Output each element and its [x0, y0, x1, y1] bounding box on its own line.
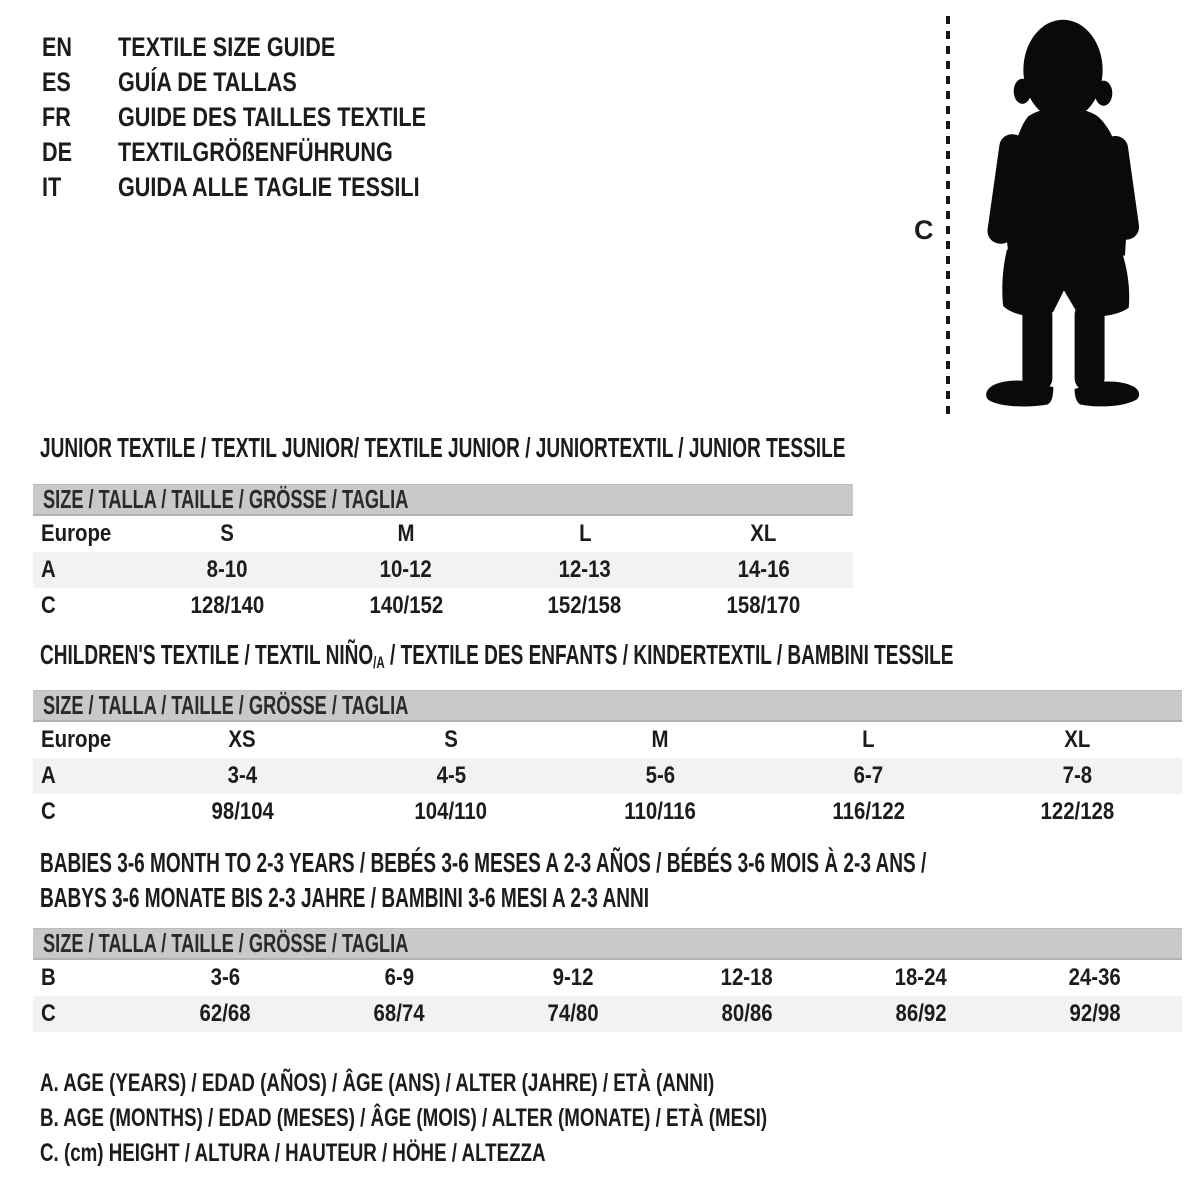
table-cell: 6-9 [384, 964, 414, 991]
table-cell: M [651, 726, 669, 753]
table-cell: M [397, 520, 415, 547]
table-row [33, 552, 853, 588]
table-row [33, 516, 853, 552]
legend-line-height-cm: C. (cm) HEIGHT / ALTURA / HAUTEUR / HÖHE / ALTEZZA [40, 1139, 546, 1167]
lang-code-es: ES [42, 67, 71, 97]
height-measure-label: C [914, 215, 934, 245]
table-row [33, 588, 853, 624]
table-cell: 98/104 [211, 798, 274, 825]
row-label: B [41, 964, 56, 991]
table-cell: S [444, 726, 459, 753]
nino-a-subscript: /A [373, 653, 385, 672]
language-title-block [42, 30, 503, 205]
row-label: C [41, 798, 56, 825]
lang-code-en: EN [42, 32, 73, 62]
table-cell: 158/170 [726, 592, 801, 619]
table-cell: 92/98 [1069, 1000, 1121, 1027]
babies-section-heading-line2: BABYS 3-6 MONATE BIS 2-3 JAHRE / BAMBINI 3-6 MESI A 2-3 ANNI [40, 882, 650, 913]
lang-row-en [42, 30, 503, 65]
junior-size-table [33, 484, 853, 624]
table-cell: 62/68 [199, 1000, 251, 1027]
table-row [33, 996, 1182, 1032]
table-cell: 74/80 [547, 1000, 599, 1027]
title-fr: GUIDE DES TAILLES TEXTILE [118, 102, 427, 132]
title-en: TEXTILE SIZE GUIDE [118, 32, 336, 62]
table-row [33, 794, 1182, 830]
lang-code-it: IT [42, 172, 62, 202]
table-cell: 24-36 [1068, 964, 1122, 991]
table-cell: 3-6 [210, 964, 240, 991]
row-label: C [41, 1000, 56, 1027]
children-section-heading: CHILDREN'S TEXTILE / TEXTIL NIÑO/A / TEXTILE DES ENFANTS / KINDERTEXTIL / BAMBINI TESSILE [40, 639, 954, 672]
table-cell: 4-5 [436, 762, 466, 789]
lang-row-fr [42, 100, 503, 135]
table-row [33, 758, 1182, 794]
toddler-silhouette-image [966, 12, 1160, 418]
table-cell: XS [228, 726, 257, 753]
table-cell: 5-6 [645, 762, 675, 789]
babies-size-table [33, 928, 1182, 1032]
lang-row-it [42, 170, 503, 205]
table-row [33, 722, 1182, 758]
table-cell: 122/128 [1040, 798, 1115, 825]
lang-row-de [42, 135, 503, 170]
children-size-table [33, 690, 1182, 830]
babies-table-header: SIZE / TALLA / TAILLE / GRÖSSE / TAGLIA [33, 928, 1182, 960]
table-cell: XL [1064, 726, 1091, 753]
row-label: C [41, 592, 56, 619]
lang-row-es [42, 65, 503, 100]
table-cell: XL [750, 520, 777, 547]
table-cell: 14-16 [737, 556, 790, 583]
table-cell: 80/86 [721, 1000, 773, 1027]
row-label: Europe [41, 726, 112, 753]
junior-table-header: SIZE / TALLA / TAILLE / GRÖSSE / TAGLIA [33, 484, 853, 516]
junior-section-heading: JUNIOR TEXTILE / TEXTIL JUNIOR/ TEXTILE JUNIOR / JUNIORTEXTIL / JUNIOR TESSILE [40, 432, 846, 463]
table-cell: 8-10 [206, 556, 248, 583]
lang-code-fr: FR [42, 102, 71, 132]
table-cell: 3-4 [227, 762, 258, 789]
title-it: GUIDA ALLE TAGLIE TESSILI [118, 172, 420, 202]
legend-block [40, 1066, 1009, 1171]
babies-section-heading-line1: BABIES 3-6 MONTH TO 2-3 YEARS / BEBÉS 3-6 MESES A 2-3 AÑOS / BÉBÉS 3-6 MOIS À 2-3 ANS / [40, 847, 927, 878]
table-cell: 12-13 [558, 556, 611, 583]
row-label: A [41, 556, 56, 583]
table-cell: 152/158 [547, 592, 622, 619]
row-label: Europe [41, 520, 112, 547]
table-cell: 140/152 [369, 592, 443, 619]
table-cell: 110/116 [624, 798, 696, 825]
table-cell: 104/110 [414, 798, 488, 825]
title-es: GUÍA DE TALLAS [118, 67, 297, 97]
table-cell: 86/92 [895, 1000, 947, 1027]
legend-line-age-years: A. AGE (YEARS) / EDAD (AÑOS) / ÂGE (ANS) / ALTER (JAHRE) / ETÀ (ANNI) [40, 1069, 715, 1097]
table-cell: 68/74 [373, 1000, 425, 1027]
table-cell: 18-24 [894, 964, 948, 991]
row-label: A [41, 762, 56, 789]
children-table-header: SIZE / TALLA / TAILLE / GRÖSSE / TAGLIA [33, 690, 1182, 722]
title-de: TEXTILGRÖßENFÜHRUNG [118, 137, 393, 167]
table-cell: 10-12 [380, 556, 433, 583]
table-cell: L [862, 726, 876, 753]
table-cell: 6-7 [854, 762, 884, 789]
table-row [33, 960, 1182, 996]
lang-code-de: DE [42, 137, 73, 167]
table-cell: L [578, 520, 592, 547]
table-cell: 116/122 [832, 798, 906, 825]
legend-line-age-months: B. AGE (MONTHS) / EDAD (MESES) / ÂGE (MOIS) / ALTER (MONATE) / ETÀ (MESI) [40, 1104, 768, 1132]
table-cell: 12-18 [720, 964, 774, 991]
table-cell: 128/140 [190, 592, 265, 619]
table-cell: S [220, 520, 235, 547]
table-cell: 7-8 [1062, 762, 1093, 789]
height-dashed-line [946, 16, 950, 416]
table-cell: 9-12 [552, 964, 594, 991]
